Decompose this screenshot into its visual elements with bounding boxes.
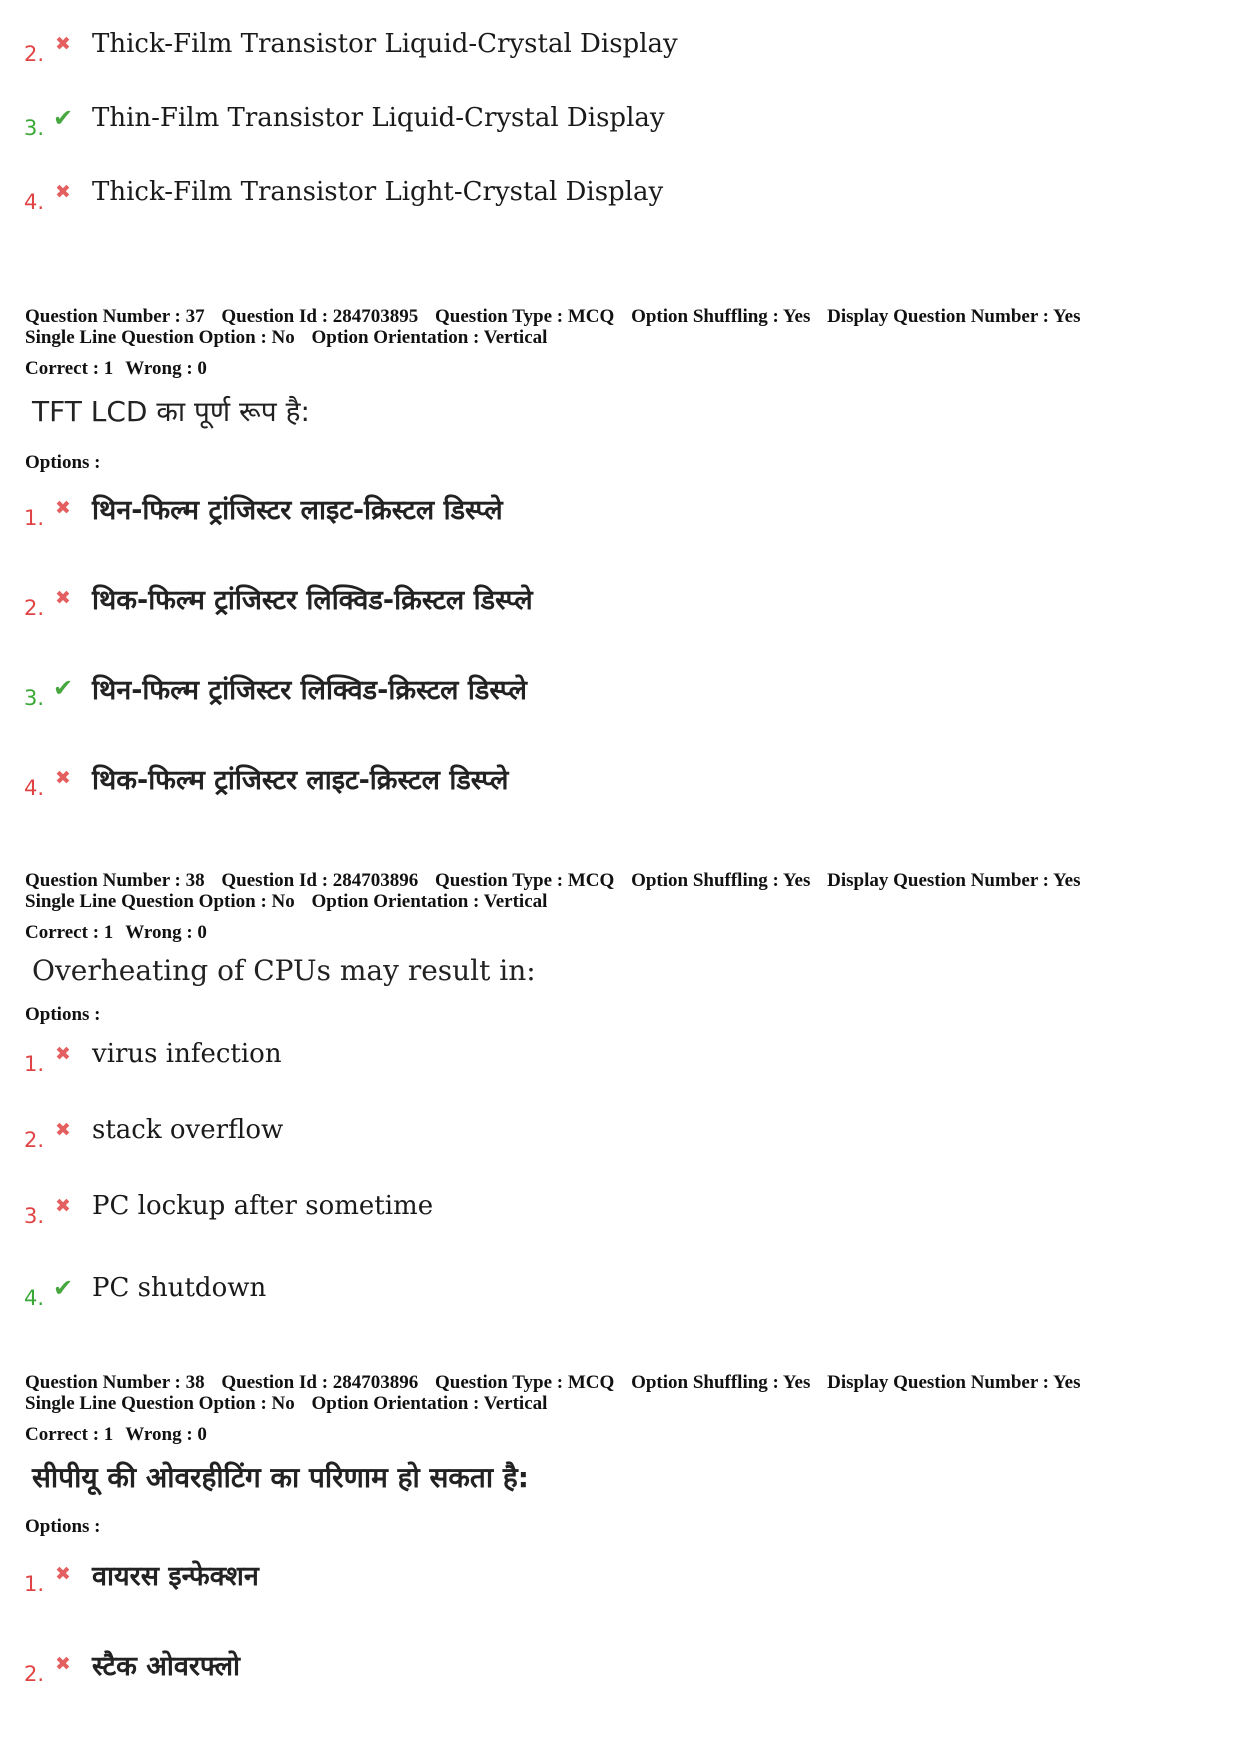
wrong-marks: Wrong : 0 [125,922,207,943]
option-number: 2. [24,1662,45,1686]
meta-orientation: Option Orientation : Vertical [311,891,548,912]
meta-display-number: Display Question Number : Yes [827,306,1081,327]
meta-question-type: Question Type : MCQ [435,1372,615,1393]
option-number: 2. [24,42,45,66]
option-text: stack overflow [92,1115,284,1145]
option-number: 2. [24,596,45,620]
wrong-marks: Wrong : 0 [125,358,207,379]
meta-question-number: Question Number : 38 [25,870,205,891]
correct-marks: Correct : 1 [25,358,114,379]
options-label: Options : [25,452,101,473]
option-item [24,666,527,710]
question-meta [25,870,1092,912]
correct-marks: Correct : 1 [25,922,114,943]
meta-option-shuffling: Option Shuffling : Yes [631,1372,811,1393]
meta-display-number: Display Question Number : Yes [827,1372,1081,1393]
option-text: virus infection [92,1039,282,1069]
marks-line [25,922,219,944]
meta-single-line: Single Line Question Option : No [25,327,295,348]
option-text: थिन-फिल्म ट्रांजिस्टर लाइट-क्रिस्टल डिस्प्ले [92,494,503,526]
meta-question-type: Question Type : MCQ [435,870,615,891]
options-label: Options : [25,1004,101,1025]
question-text: TFT LCD का पूर्ण रूप है: [32,395,310,428]
option-number: 1. [24,1052,45,1076]
check-icon: ✔ [52,104,74,132]
option-number: 4. [24,190,45,214]
option-item [24,1266,266,1310]
correct-marks: Correct : 1 [25,1424,114,1445]
question-text: Overheating of CPUs may result in: [32,954,536,987]
cross-icon: ✖ [55,587,71,609]
option-item [24,1552,259,1596]
meta-orientation: Option Orientation : Vertical [311,327,548,348]
option-text: थिक-फिल्म ट्रांजिस्टर लाइट-क्रिस्टल डिस्प्ले [92,764,509,796]
meta-single-line: Single Line Question Option : No [25,891,295,912]
option-item [24,22,678,66]
question-text: सीपीयू की ओवरहीटिंग का परिणाम हो सकता है: [32,1461,529,1494]
wrong-marks: Wrong : 0 [125,1424,207,1445]
option-text: थिन-फिल्म ट्रांजिस्टर लिक्विड-क्रिस्टल डिस्प्ले [92,674,527,706]
option-item [24,486,503,530]
option-item [24,1184,433,1228]
cross-icon: ✖ [55,1563,71,1585]
meta-option-shuffling: Option Shuffling : Yes [631,870,811,891]
option-text: PC shutdown [92,1273,267,1303]
check-icon: ✔ [52,674,74,702]
question-meta [25,306,1092,348]
option-text: Thin-Film Transistor Liquid-Crystal Display [92,103,665,133]
option-number: 3. [24,1204,45,1228]
option-item [24,96,665,140]
option-text: Thick-Film Transistor Light-Crystal Display [92,177,664,207]
option-item [24,1108,283,1152]
meta-orientation: Option Orientation : Vertical [311,1393,548,1414]
marks-line [25,1424,219,1446]
option-text: स्टैक ओवरफ्लो [92,1650,241,1682]
option-item [24,756,508,800]
meta-display-number: Display Question Number : Yes [827,870,1081,891]
option-number: 3. [24,116,45,140]
meta-question-id: Question Id : 284703895 [221,306,419,327]
cross-icon: ✖ [55,1043,71,1065]
cross-icon: ✖ [55,1119,71,1141]
check-icon: ✔ [52,1274,74,1302]
option-number: 2. [24,1128,45,1152]
question-meta [25,1372,1092,1414]
option-item [24,1032,282,1076]
meta-question-type: Question Type : MCQ [435,306,615,327]
option-number: 4. [24,776,45,800]
cross-icon: ✖ [55,181,71,203]
option-item [24,1642,240,1686]
meta-option-shuffling: Option Shuffling : Yes [631,306,811,327]
cross-icon: ✖ [55,1653,71,1675]
options-label: Options : [25,1516,101,1537]
cross-icon: ✖ [55,767,71,789]
option-item [24,170,663,214]
option-text: वायरस इन्फेक्शन [92,1560,259,1592]
cross-icon: ✖ [55,497,71,519]
option-text: थिक-फिल्म ट्रांजिस्टर लिक्विड-क्रिस्टल डिस्प्ले [92,584,533,616]
cross-icon: ✖ [55,33,71,55]
meta-question-id: Question Id : 284703896 [221,1372,419,1393]
meta-single-line: Single Line Question Option : No [25,1393,295,1414]
marks-line [25,358,219,380]
meta-question-id: Question Id : 284703896 [221,870,419,891]
meta-question-number: Question Number : 37 [25,306,205,327]
option-number: 1. [24,506,45,530]
option-number: 1. [24,1572,45,1596]
cross-icon: ✖ [55,1195,71,1217]
option-text: Thick-Film Transistor Liquid-Crystal Display [92,29,678,59]
option-number: 3. [24,686,45,710]
meta-question-number: Question Number : 38 [25,1372,205,1393]
option-text: PC lockup after sometime [92,1191,434,1221]
option-item [24,576,533,620]
option-number: 4. [24,1286,45,1310]
